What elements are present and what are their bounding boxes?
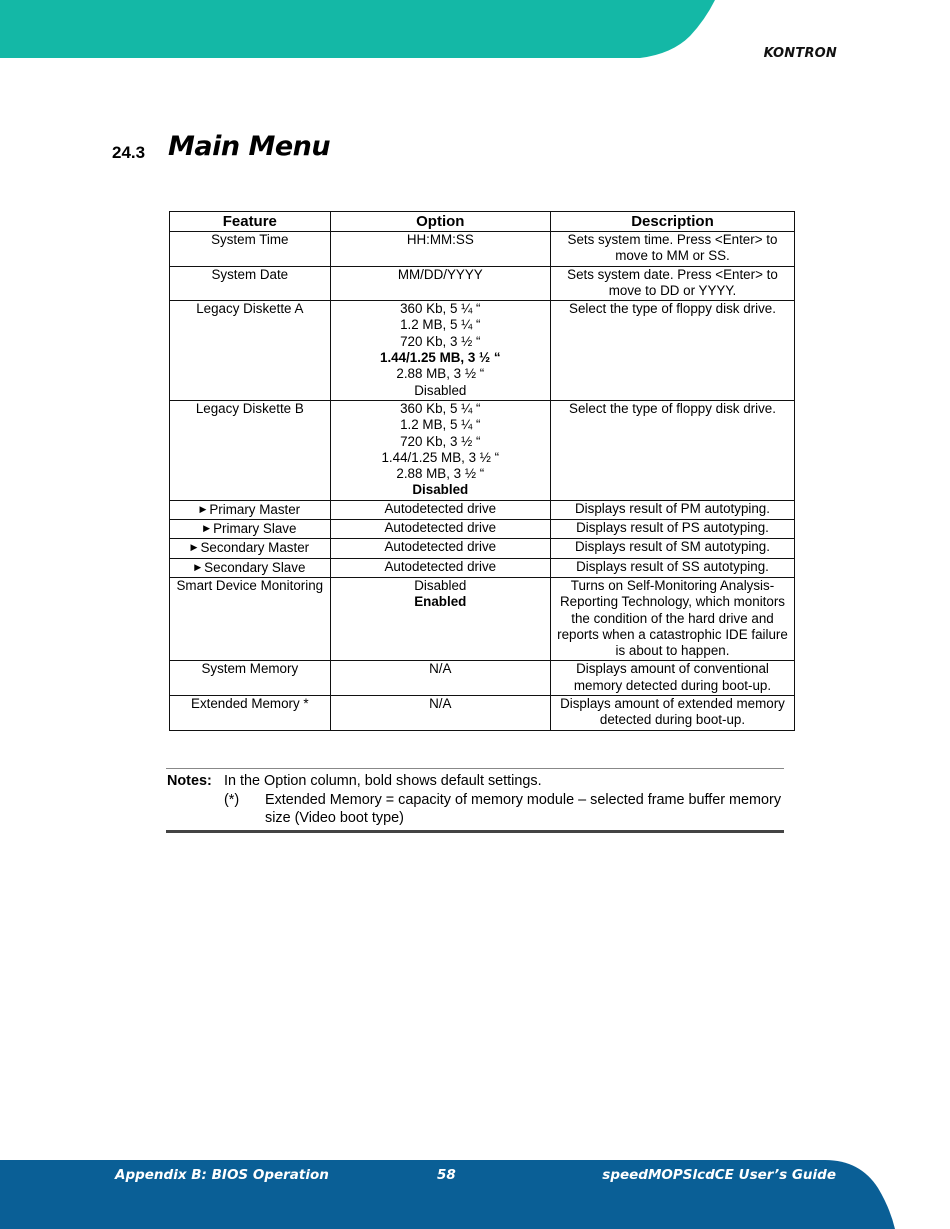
- description-cell: Select the type of floppy disk drive.: [550, 301, 794, 401]
- bios-main-menu-table: [169, 211, 795, 731]
- header-option: Option: [330, 212, 550, 232]
- description-cell: Displays amount of conventional memory detected during boot-up.: [550, 661, 794, 696]
- submenu-arrow-icon: ▶: [199, 503, 207, 514]
- description-cell: Sets system time. Press <Enter> to move to MM or SS.: [550, 232, 794, 267]
- feature-cell: [170, 301, 331, 401]
- option-value: Autodetected drive: [384, 558, 497, 574]
- option-value: 360 Kb, 5 ¼ “: [400, 400, 481, 416]
- option-cell: [330, 500, 550, 519]
- option-value: Disabled: [414, 577, 467, 593]
- table-row: [170, 266, 795, 301]
- option-value: Autodetected drive: [384, 520, 497, 536]
- notes-text: In the Option column, bold shows default settings.: [224, 773, 542, 789]
- feature-cell: [170, 577, 331, 660]
- feature-label: System Memory: [201, 661, 299, 677]
- table-row: [170, 232, 795, 267]
- description-cell: Displays result of SS autotyping.: [550, 558, 794, 577]
- feature-cell: [170, 232, 331, 267]
- table-row: [170, 577, 795, 660]
- table-row: [170, 696, 795, 731]
- table-row: [170, 500, 795, 519]
- option-cell: [330, 301, 550, 401]
- submenu-arrow-icon: ▶: [203, 523, 211, 534]
- table-header-row: [170, 212, 795, 232]
- table-row: [170, 539, 795, 558]
- header-description: Description: [550, 212, 794, 232]
- header-feature: Feature: [170, 212, 331, 232]
- section-title: Main Menu: [168, 131, 331, 162]
- option-value: 2.88 MB, 3 ½ “: [396, 366, 485, 382]
- table-row: [170, 520, 795, 539]
- option-cell: [330, 661, 550, 696]
- option-value: Enabled: [414, 594, 467, 610]
- option-value: 1.2 MB, 5 ¼ “: [400, 417, 481, 433]
- submenu-arrow-icon: ▶: [190, 542, 198, 553]
- option-value: N/A: [429, 661, 452, 677]
- feature-cell: [170, 400, 331, 500]
- table-row: [170, 400, 795, 500]
- table-row: [170, 558, 795, 577]
- feature-cell: [170, 558, 331, 577]
- description-cell: Sets system date. Press <Enter> to move to DD or YYYY.: [550, 266, 794, 301]
- option-value: 1.44/1.25 MB, 3 ½ “: [380, 350, 501, 366]
- feature-label: System Date: [211, 266, 289, 282]
- feature-cell: [170, 539, 331, 558]
- option-value: Disabled: [414, 382, 467, 398]
- notes-label: Notes:: [167, 773, 212, 789]
- option-cell: [330, 232, 550, 267]
- option-value: 1.2 MB, 5 ¼ “: [400, 317, 481, 333]
- description-cell: Select the type of floppy disk drive.: [550, 400, 794, 500]
- option-cell: [330, 696, 550, 731]
- description-cell: Displays amount of extended memory detected during boot-up.: [550, 696, 794, 731]
- option-cell: [330, 539, 550, 558]
- feature-cell: [170, 696, 331, 731]
- option-cell: [330, 558, 550, 577]
- notes-bottom-rule: [166, 830, 784, 833]
- table-row: [170, 301, 795, 401]
- option-value: 720 Kb, 3 ½ “: [400, 333, 481, 349]
- option-value: Disabled: [412, 482, 469, 498]
- feature-cell: [170, 520, 331, 539]
- feature-label: Smart Device Monitoring: [176, 577, 324, 593]
- description-cell: Displays result of PM autotyping.: [550, 500, 794, 519]
- feature-label: Legacy Diskette A: [196, 301, 304, 317]
- notes-star-marker: (*): [224, 791, 240, 808]
- option-value: N/A: [429, 696, 452, 712]
- notes-block: [166, 768, 784, 833]
- brand-name: KONTRON: [763, 46, 837, 61]
- notes-line-2: [166, 791, 784, 828]
- section-number: 24.3: [112, 143, 146, 162]
- page-number: 58: [437, 1167, 456, 1183]
- description-cell: Displays result of SM autotyping.: [550, 539, 794, 558]
- feature-label: Primary Master: [209, 501, 301, 517]
- option-cell: [330, 577, 550, 660]
- option-cell: [330, 266, 550, 301]
- option-value: Autodetected drive: [384, 539, 497, 555]
- feature-cell: [170, 661, 331, 696]
- notes-star-text: Extended Memory = capacity of memory module – selected frame buffer memory size (Video boot type): [265, 791, 782, 826]
- feature-label: Secondary Master: [200, 540, 310, 556]
- option-value: 720 Kb, 3 ½ “: [400, 433, 481, 449]
- feature-label: Extended Memory *: [191, 696, 309, 712]
- option-value: 360 Kb, 5 ¼ “: [400, 301, 481, 317]
- description-cell: Turns on Self-Monitoring Analysis-Reporting Technology, which monitors the condition of the hard drive and reports when a catastrophic IDE failure is about to happen.: [550, 577, 794, 660]
- footer-guide-title: speedMOPSlcdCE User’s Guide: [602, 1167, 836, 1183]
- option-value: MM/DD/YYYY: [397, 266, 483, 282]
- option-value: Autodetected drive: [384, 500, 497, 516]
- submenu-arrow-icon: ▶: [194, 561, 202, 572]
- feature-label: Legacy Diskette B: [195, 400, 304, 416]
- feature-label: System Time: [211, 232, 289, 247]
- option-cell: [330, 520, 550, 539]
- table-body: [170, 232, 795, 731]
- option-cell: [330, 400, 550, 500]
- option-value: HH:MM:SS: [406, 232, 474, 247]
- feature-label: Primary Slave: [213, 521, 297, 537]
- table-row: [170, 661, 795, 696]
- feature-cell: [170, 266, 331, 301]
- feature-cell: [170, 500, 331, 519]
- description-cell: Displays result of PS autotyping.: [550, 520, 794, 539]
- notes-line-1: [166, 772, 784, 791]
- feature-label: Secondary Slave: [204, 559, 306, 575]
- option-value: 2.88 MB, 3 ½ “: [396, 466, 485, 482]
- footer-section-title: Appendix B: BIOS Operation: [115, 1167, 329, 1183]
- option-value: 1.44/1.25 MB, 3 ½ “: [381, 449, 500, 465]
